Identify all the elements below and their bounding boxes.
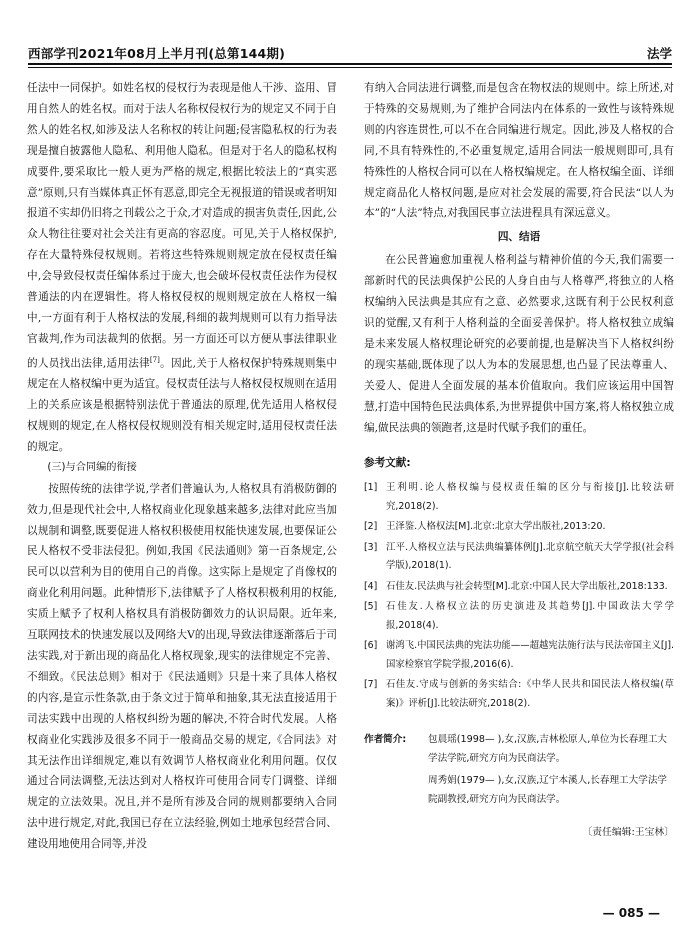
reference-item: [2] 王泽鉴.人格权法[M].北京:北京大学出版社,2013:20. <box>364 521 606 533</box>
running-header <box>28 40 672 62</box>
paragraph: 在公民普遍愈加重视人格利益与精神价值的今天,我们需要一部新时代的民法典保护公民的人身自由与人格尊严,将独立的人格权编纳入民法典是其应有之意、必然要求,这既有利于公民权利意识的觉醒,又有利于人格利益的全面妥善保护。将人格权独立成编是未来发展人格权理论研究的必要前提,也是解决当下人格权纠纷的现实基础,既体现了以人为本的发展思想,也凸显了民法尊重人、关爱人、促进人全面发展的基本价值取向。我们应该运用中国智慧,打造中国特色民法典体系,为世界提供中国方案,将人格权独立成编,做民法典的领跑者,这是时代赋予我们的重任。 <box>364 254 674 434</box>
paragraph: 按照传统的法律学说,学者们普遍认为,人格权具有消极防御的效力,但是现代社会中,人格权商业化现象越来越多,法律对此应当加以规制和调整,既要促进人格权积极使用权能快速发展,也要保证公民人格权不受非法侵犯。例如,我国《民法通则》第一百条规定,公民可以以营利为目的使用自己的肖像。这实际上是规定了肖像权的商业化利用问题。此种情形下,法律赋予了人格权积极利用的权能,实质上赋予了权利人格权具有消极防御效力的认识局限。近年来,互联网技术的快速发展以及网络大V的出现,导致法律逐渐落后于司法实践,对于新出现的商品化人格权现象,现实的法律规定不完善、不细致。《民法总则》相对于《民法通则》只是十来了具体人格权的内容,是宣示性条款,由于条文过于简单和抽象,其无法直接适用于司法实践中出现的人格权纠纷为题的解决,不符合时代发展。人格权商业化实践涉及很多不同于一般商品交易的规定,《合同法》对其无法作出详细规定,难以有效调节人格权商业化利用问题。仅仅通过合同法调整,无法达到对人格权许可使用合同专门调整、详细规定的立法效果。况且,并不是所有涉及合同的规则都要纳入合同法中进行规定,对此,我国已存在立法经验,例如土地承包经营合同、建设用地使用合同等,并没 <box>27 482 337 851</box>
references-list <box>364 479 674 713</box>
journal-title: 西部学刊2021年08月上半月刊(总第144期) <box>28 46 286 61</box>
right-column <box>364 78 674 844</box>
reference-item: [1] 王利明.论人格权编与侵权责任编的区分与衔接[J].比较法研究,2018(2). <box>364 482 674 512</box>
section-heading: 四、结语 <box>497 231 541 244</box>
reference-item: [7] 石佳友.守成与创新的务实结合:《中华人民共和国民法人格权编(草案)》评析[J].比较法研究,2018(2). <box>364 679 674 709</box>
responsible-editor: 〔责任编辑:王宝林〕 <box>582 827 674 839</box>
reference-item: [3] 江平.人格权立法与民法典编纂体例[J].北京航空航天大学学报(社会科学版),2018(1). <box>364 541 674 572</box>
header-rule-thick <box>28 63 672 65</box>
author-info <box>364 731 674 809</box>
left-column <box>27 78 337 855</box>
section-label: 法学 <box>646 46 672 61</box>
author-entry: 周秀娟(1979— ),女,汉族,辽宁本溪人,长春理工大学法学院副教授,研究方向为民商法学。 <box>428 775 668 805</box>
paragraph: 有纳入合同法进行调整,而是包含在物权法的规则中。综上所述,对于特殊的交易规则,为了维护合同法内在体系的一致性与该特殊规则的内容连贯性,可以不在合同编进行规定。因此,涉及人格权的合同,不具有特殊性的,不必重复规定,适用合同法一般规则即可,具有特殊性的人格权合同可以在人格权编规定。在人格权编全面、详细规定商品化人格权问题,是应对社会发展的需要,符合民法“以人为本”的“人法”特点,对我国民事立法进程具有深远意义。 <box>364 82 674 220</box>
subsection-heading: (三)与合同编的衔接 <box>47 461 137 473</box>
references-heading: 参考文献: <box>364 456 411 469</box>
paragraph: 任法中一同保护。如姓名权的侵权行为表现是他人干涉、盗用、冒用自然人的姓名权。而对于法人名称权侵权行为的规定又不同于自然人的姓名权,如涉及法人名称权的转让问题;侵害隐私权的行为表现是擅自披露他人隐私、利用他人隐私。但是对于名人的隐私权构成要件,要采取比一般人更为严格的规定,根据比较法上的“真实恶意”原则,只有当媒体真正怀有恶意,即完全无视报道的错误或者明知报道不实却仍旧将之刊载公之于众,才对造成的损害负责任,因此,公众人物往往要对社会关注有更高的容忍度。可见,关于人格权保护,存在大量特殊侵权规则。若将这些特殊规则规定放在侵权责任编中,会导致侵权责任编体系过于庞大,也会破坏侵权责任法作为侵权普通法的内在逻辑性。将人格权侵权的规则规定放在人格权一编中,一方面有利于人格权法的发展,科细的裁判规则可以有力指导法官裁判,作为司法裁判的依据。另一方面还可以方便从事法律职业的人员找出法律,适用法律[7]。因此,关于人格权保护特殊规则集中规定在人格权编中更为适宜。侵权责任法与人格权侵权规则在适用上的关系应该是根据特别法优于普通法的原理,优先适用人格权侵权规则的规定,在人格权侵权规则没有相关规定时,适用侵权责任法的规定。 <box>27 82 337 453</box>
reference-item: [4] 石佳友.民法典与社会转型[M].北京:中国人民大学出版社,2018:133. <box>364 580 668 592</box>
page-number: — 085 — <box>602 906 660 920</box>
citation-mark: [7] <box>149 355 160 364</box>
header-rule-thin <box>28 67 672 68</box>
reference-item: [5] 石佳友.人格权立法的历史演进及其趋势[J].中国政法大学学报,2018(4). <box>364 601 674 631</box>
author-entry: 作者简介: 包晨瑶(1998— ),女,汉族,吉林松原人,单位为长春理工大学法学院,研究方向为民商法学。 <box>364 734 668 764</box>
reference-item: [6] 谢鸿飞.中国民法典的宪法功能——超越宪法施行法与民法帝国主义[J].国家检察官学院学报,2016(6). <box>364 640 674 670</box>
